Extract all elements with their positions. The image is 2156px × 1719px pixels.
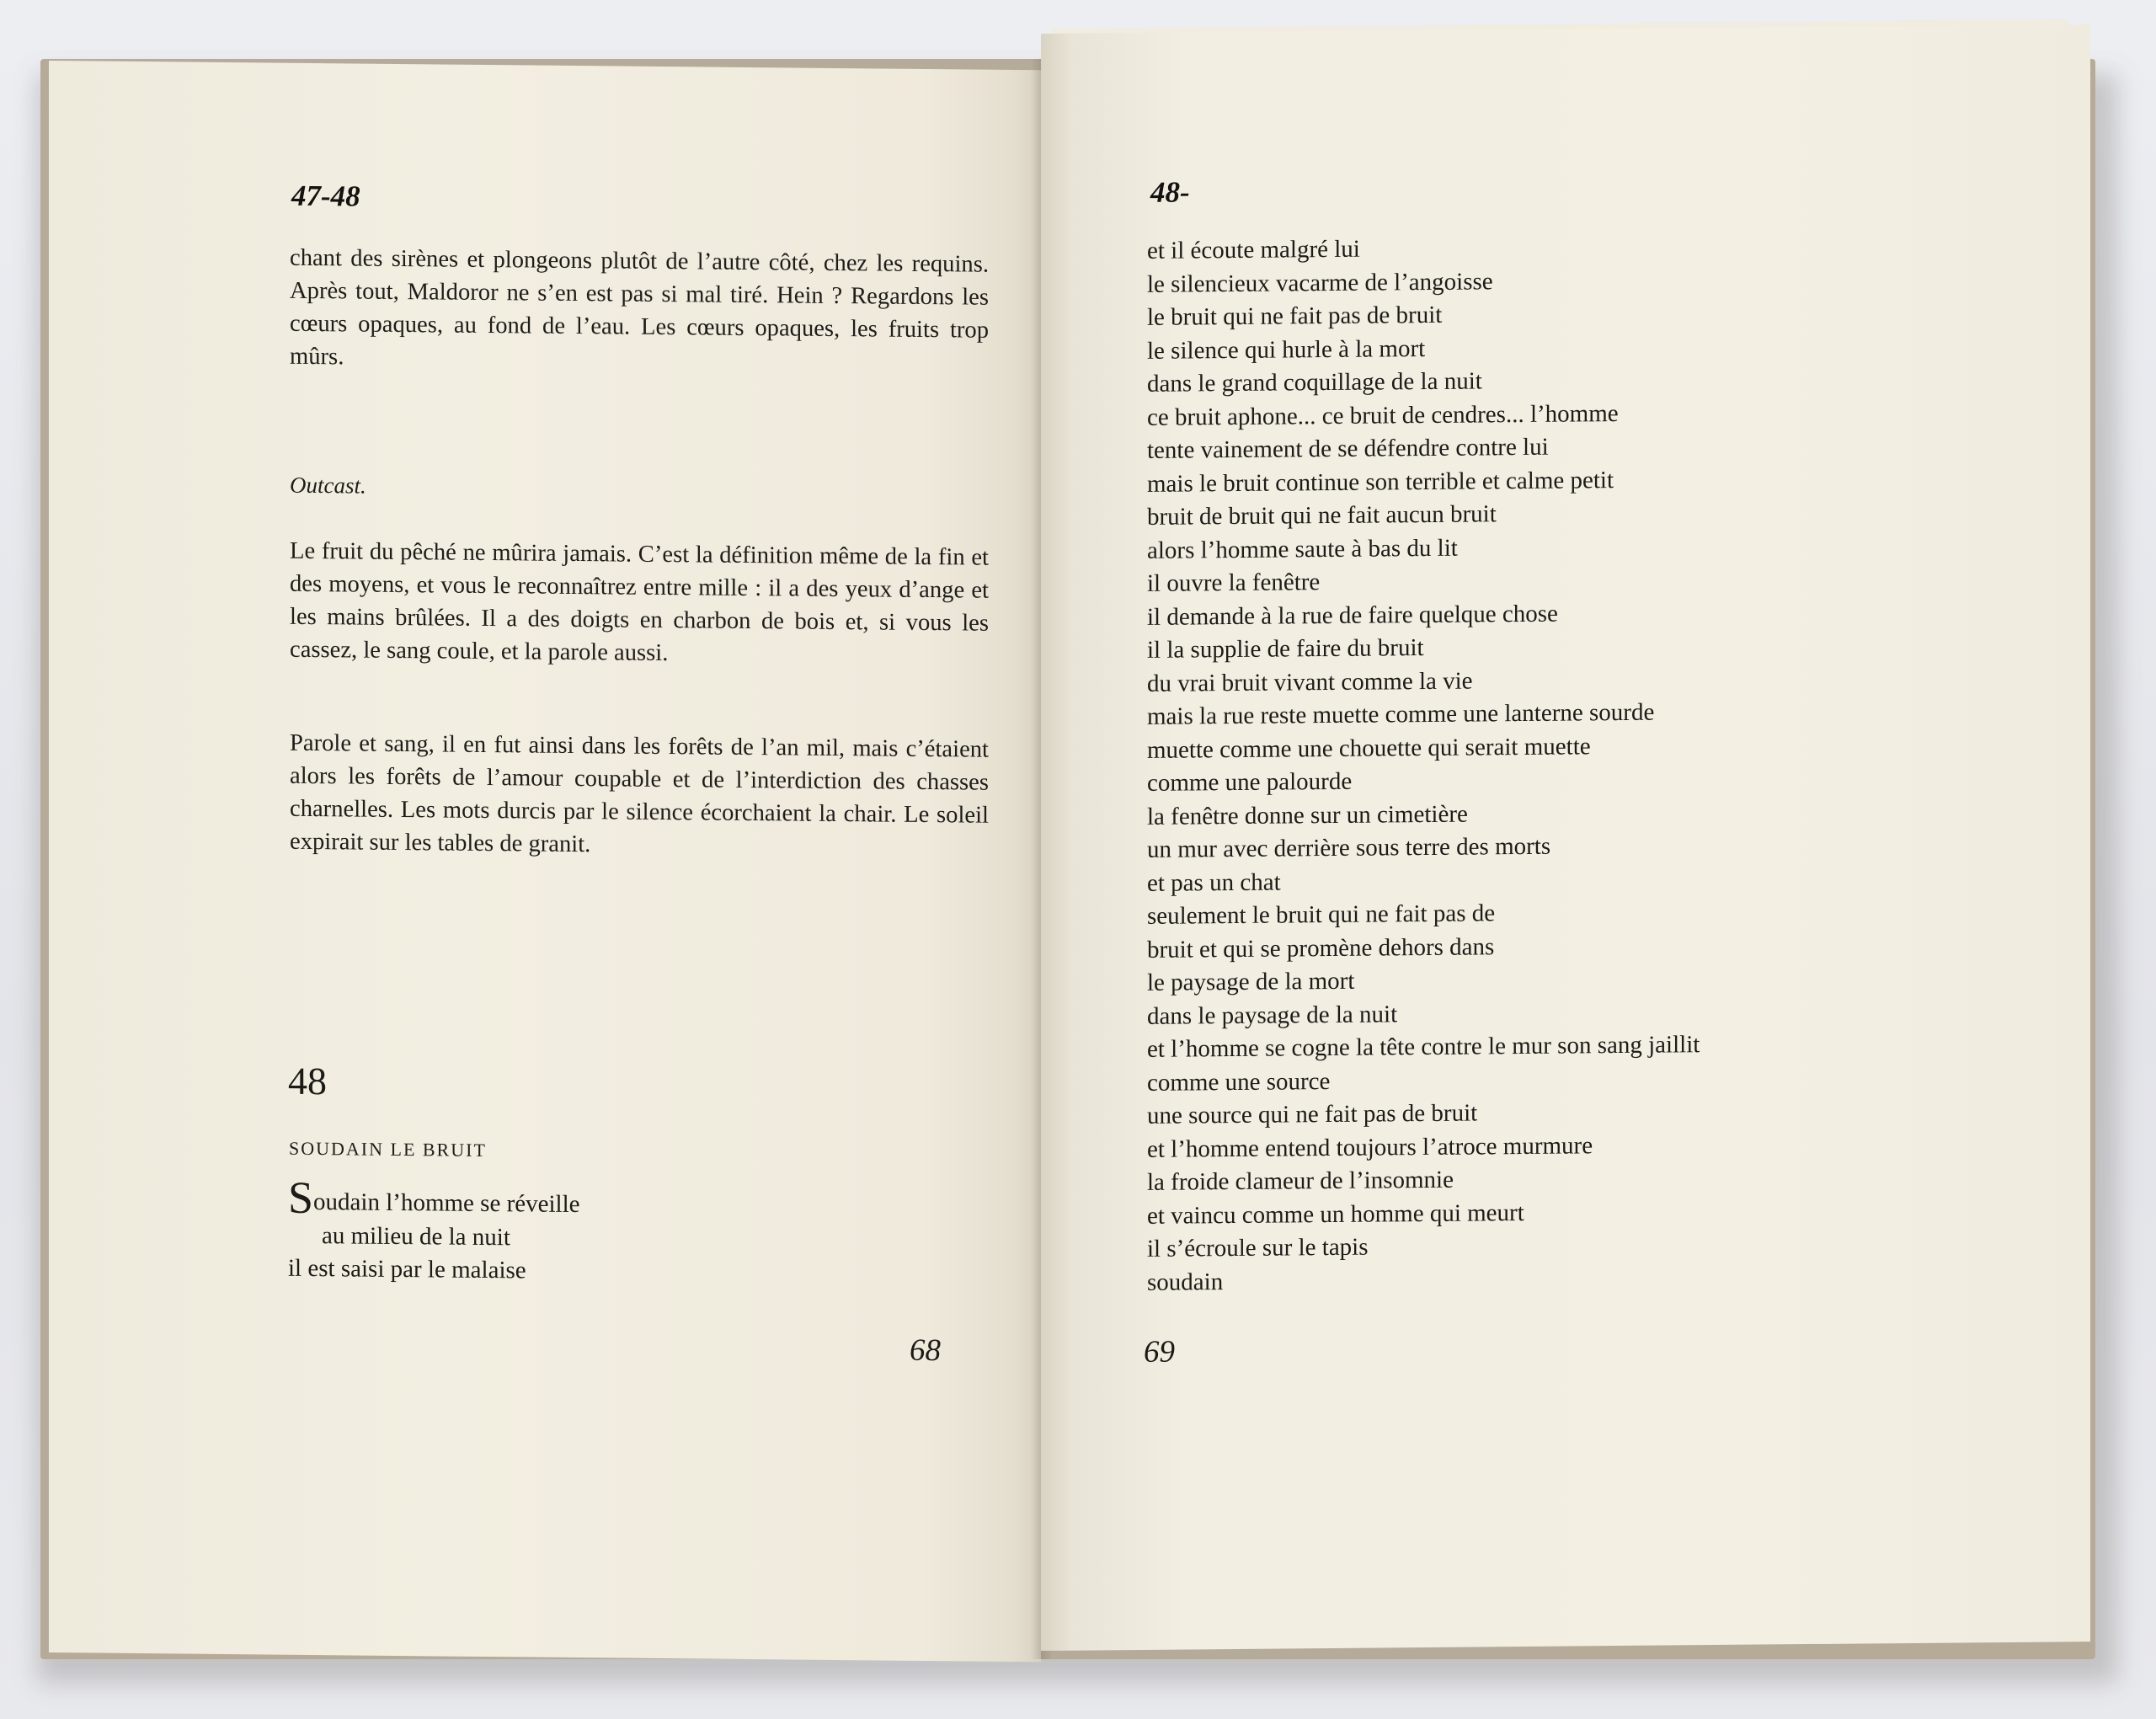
- poem-line: tente vainement de se défendre contre lui: [1147, 433, 1549, 464]
- paragraph-continuation: chant des sirènes et plongeons plutôt de l’autre côté, chez les requins. Après tout, Maldoror ne s’en est pas si mal tiré. Hein ? Regardons les cœurs opaques, au fond de l’eau. Les cœurs opaques, les fruits trop mûrs.: [290, 244, 989, 371]
- right-page-header: 48-: [1150, 175, 1190, 209]
- poem-line: ce bruit aphone... ce bruit de cendres... l’homme: [1147, 399, 1619, 431]
- left-paragraph-2: [290, 535, 989, 673]
- poem-line: comme une source: [1147, 1067, 1331, 1097]
- outcast-subheading: Outcast.: [290, 472, 366, 499]
- poem-line: la fenêtre donne sur un cimetière: [1147, 800, 1468, 830]
- right-page: [1041, 24, 2090, 1651]
- poem-line: comme une palourde: [1147, 767, 1353, 797]
- outcast-paragraph-1: Le fruit du pêché ne mûrira jamais. C’est la définition même de la fin et des moyens, et vous le reconnaîtrez entre mille : il a des yeux d’ange et les mains brûlées. Il a des doigts en charbon de bois et, si vous les cassez, le sang coule, et la parole aussi.: [290, 537, 989, 667]
- poem-line: il s’écroule sur le tapis: [1147, 1233, 1369, 1263]
- poem-line: dans le paysage de la nuit: [1147, 1000, 1398, 1030]
- left-page-header: 47-48: [291, 179, 360, 213]
- poem-line: il demande à la rue de faire quelque chose: [1147, 600, 1558, 631]
- poem-line: du vrai bruit vivant comme la vie: [1147, 667, 1473, 697]
- poem-line: seulement le bruit qui ne fait pas de: [1147, 900, 1496, 930]
- poem-line: et l’homme se cogne la tête contre le mur son sang jaillit: [1147, 1031, 1700, 1063]
- poem-line-2: au milieu de la nuit: [322, 1221, 510, 1251]
- poem-line: alors l’homme saute à bas du lit: [1147, 534, 1458, 564]
- poem-line: dans le grand coquillage de la nuit: [1147, 367, 1482, 398]
- poem-line: et l’homme entend toujours l’atroce murmure: [1147, 1131, 1593, 1163]
- section-title: SOUDAIN LE BRUIT: [289, 1137, 487, 1161]
- outcast-paragraph-2: Parole et sang, il en fut ainsi dans les forêts de l’an mil, mais c’étaient alors les forêts de l’amour coupable et de l’interdiction des chasses charnelles. Les mots durcis par le silence écorchaient la chair. Le soleil expirait sur les tables de granit.: [290, 729, 989, 858]
- poem-line: et il écoute malgré lui: [1147, 235, 1360, 264]
- left-page-number: 68: [910, 1332, 941, 1369]
- poem-line: il ouvre la fenêtre: [1147, 569, 1321, 597]
- poem-line: une source qui ne fait pas de bruit: [1147, 1099, 1478, 1129]
- poem-line: le silencieux vacarme de l’angoisse: [1147, 267, 1493, 298]
- poem-line: muette comme une chouette qui serait muette: [1147, 732, 1591, 764]
- left-paragraph-1: [290, 242, 989, 380]
- left-paragraph-3: [290, 727, 989, 865]
- poem-line: le bruit qui ne fait pas de bruit: [1147, 301, 1443, 331]
- left-page: [49, 61, 1041, 1662]
- poem-line: mais le bruit continue son terrible et calme petit: [1147, 466, 1614, 498]
- poem-line: et pas un chat: [1147, 868, 1281, 897]
- poem-line-1-text: oudain l’homme se réveille: [313, 1188, 580, 1219]
- poem-line: un mur avec derrière sous terre des morts: [1147, 832, 1551, 863]
- poem-line: le silence qui hurle à la mort: [1147, 334, 1426, 365]
- poem-line: bruit de bruit qui ne fait aucun bruit: [1147, 500, 1497, 531]
- right-poem: [1147, 227, 2040, 1300]
- section-number: 48: [288, 1059, 327, 1103]
- poem-line: bruit et qui se promène dehors dans: [1147, 932, 1495, 964]
- left-poem: [288, 1172, 878, 1291]
- poem-line: mais la rue reste muette comme une lanterne sourde: [1147, 698, 1655, 730]
- poem-line: soudain: [1147, 1268, 1224, 1296]
- poem-line: la froide clameur de l’insomnie: [1147, 1166, 1454, 1196]
- poem-line: et vaincu comme un homme qui meurt: [1147, 1198, 1524, 1230]
- poem-line-1: [288, 1172, 878, 1225]
- poem-line: le paysage de la mort: [1147, 967, 1355, 996]
- poem-line-3: il est saisi par le malaise: [288, 1254, 526, 1284]
- poem-line: il la supplie de faire du bruit: [1147, 634, 1424, 664]
- right-page-number: 69: [1144, 1334, 1175, 1369]
- drop-cap: S: [288, 1172, 314, 1224]
